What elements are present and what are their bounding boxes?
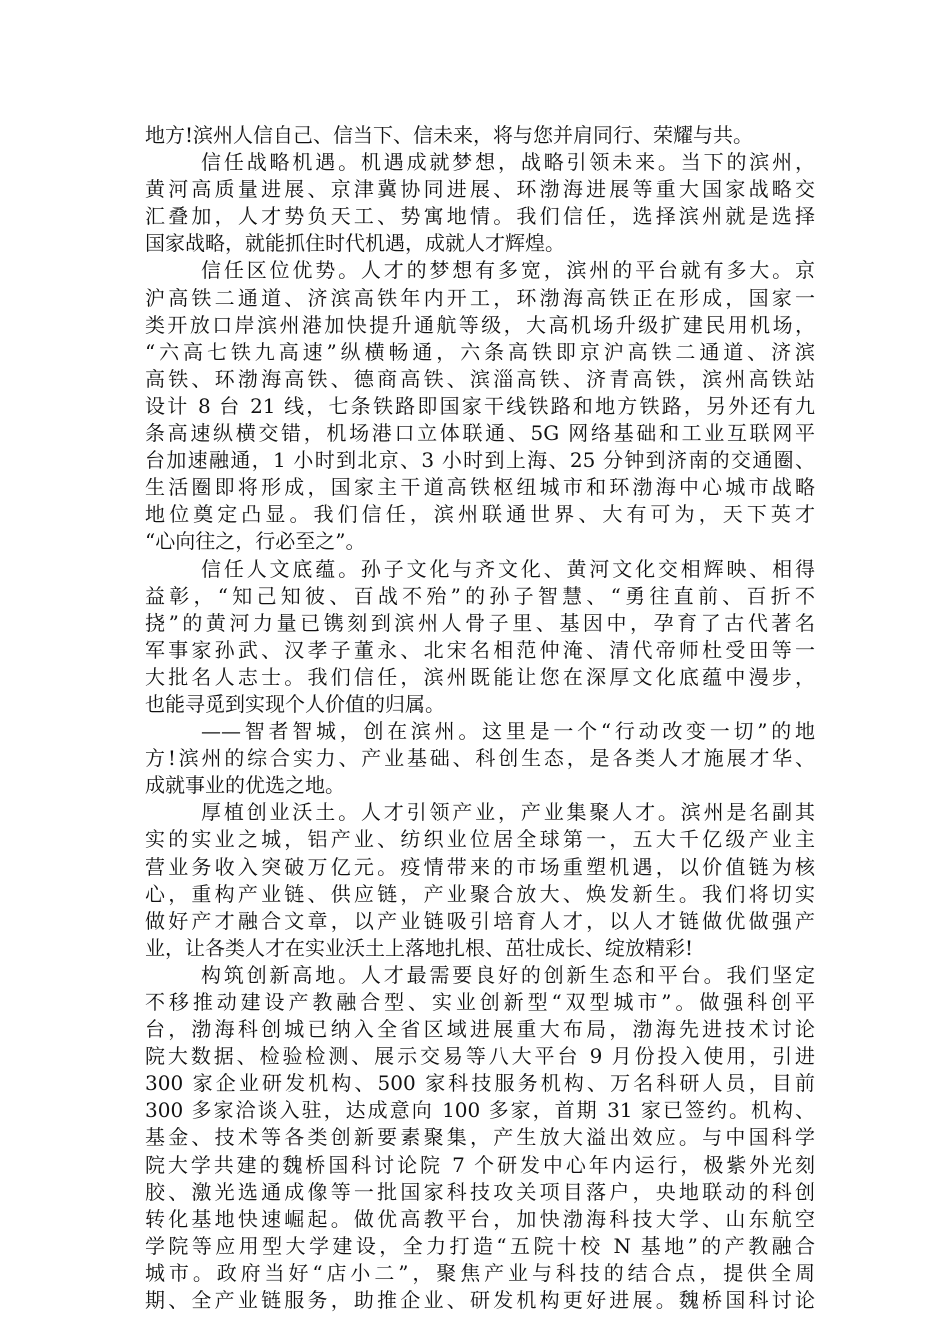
text-line: 生活圈即将形成，国家主干道高铁枢纽城市和环渤海中心城市战略: [145, 475, 815, 500]
text-line: “心向往之，行必至之”。: [145, 529, 366, 554]
text-line: 类开放口岸滨州港加快提升通航等级，大高机场升级扩建民用机场，: [145, 312, 815, 337]
paragraph-first-line: 信任战略机遇。机遇成就梦想，战略引领未来。当下的滨州，: [201, 150, 815, 175]
text-line: 地方!滨州人信自己、信当下、信未来，将与您并肩同行、荣耀与共。: [145, 123, 754, 147]
text-line: 地位奠定凸显。我们信任，滨州联通世界、大有可为，天下英才: [145, 502, 815, 527]
paragraph-first-line: ——智者智城，创在滨州。这里是一个“行动改变一切”的地: [201, 719, 815, 744]
text-line: 方!滨州的综合实力、产业基础、科创生态，是各类人才施展才华、: [145, 746, 815, 771]
text-line: 院大数据、检验检测、展示交易等八大平台 9 月份投入使用，引进: [145, 1044, 815, 1069]
text-line: 营业务收入突破万亿元。疫情带来的市场重塑机遇，以价值链为核: [145, 854, 815, 879]
text-line: 300 家企业研发机构、500 家科技服务机构、万名科研人员，目前: [145, 1071, 815, 1096]
text-line: 沪高铁二通道、济滨高铁年内开工，环渤海高铁正在形成，国家一: [145, 285, 815, 310]
text-line: 台加速融通，1 小时到北京、3 小时到上海、25 分钟到济南的交通圈、: [145, 448, 815, 473]
text-line: 业，让各类人才在实业沃土上落地扎根、茁壮成长、绽放精彩!: [145, 935, 694, 960]
text-line: 学院等应用型大学建设，全力打造“五院十校 N 基地”的产教融合: [145, 1233, 815, 1258]
text-line: 基金、技术等各类创新要素聚集，产生放大溢出效应。与中国科学: [145, 1125, 815, 1150]
document-body: [145, 122, 815, 1314]
paragraph-first-line: 信任区位优势。人才的梦想有多宽，滨州的平台就有多大。京: [201, 258, 815, 283]
text-line: 实的实业之城，铝产业、纺织业位居全球第一，五大千亿级产业主: [145, 827, 815, 852]
text-line: 汇叠加，人才势负天工、势寓地情。我们信任，选择滨州就是选择: [145, 204, 815, 229]
text-line: 期、全产业链服务，助推企业、研发机构更好进展。魏桥国科讨论: [145, 1288, 815, 1313]
text-line: “六高七铁九高速”纵横畅通，六条高铁即京沪高铁二通道、济滨: [145, 339, 815, 364]
text-line: 成就事业的优选之地。: [145, 773, 345, 798]
text-line: 黄河高质量进展、京津冀协同进展、环渤海进展等重大国家战略交: [145, 177, 815, 202]
text-line: 高铁、环渤海高铁、德商高铁、滨淄高铁、济青高铁，滨州高铁站: [145, 366, 815, 391]
text-line: 胶、激光选通成像等一批国家科技攻关项目落户，央地联动的科创: [145, 1179, 815, 1204]
text-line: 300 多家洽谈入驻，达成意向 100 多家，首期 31 家已签约。机构、: [145, 1098, 815, 1123]
text-line: 条高速纵横交错，机场港口立体联通、5G 网络基础和工业互联网平: [145, 421, 815, 446]
text-line: 国家战略，就能抓住时代机遇，成就人才辉煌。: [145, 231, 565, 256]
text-line: 益彰，“知己知彼、百战不殆”的孙子智慧、“勇往直前、百折不: [145, 583, 815, 608]
text-line: 不移推动建设产教融合型、实业创新型“双型城市”。做强科创平: [145, 990, 815, 1014]
paragraph-first-line: 厚植创业沃土。人才引领产业，产业集聚人才。滨州是名副其: [201, 800, 815, 825]
paragraph-first-line: 构筑创新高地。人才最需要良好的创新生态和平台。我们坚定: [201, 962, 815, 987]
text-line: 挠”的黄河力量已镌刻到滨州人骨子里、基因中，孕育了古代著名: [145, 610, 815, 635]
text-line: 台，渤海科创城已纳入全省区域进展重大布局，渤海先进技术讨论: [145, 1017, 815, 1042]
text-line: 军事家孙武、汉孝子董永、北宋名相范仲淹、清代帝师杜受田等一: [145, 637, 815, 662]
text-line: 大批名人志士。我们信任，滨州既能让您在深厚文化底蕴中漫步，: [145, 664, 815, 689]
text-line: 也能寻觅到实现个人价值的归属。: [145, 691, 445, 716]
text-line: 做好产才融合文章，以产业链吸引培育人才，以人才链做优做强产: [145, 908, 815, 933]
text-line: 心，重构产业链、供应链，产业聚合放大、焕发新生。我们将切实: [145, 881, 815, 906]
text-line: 设计 8 台 21 线，七条铁路即国家干线铁路和地方铁路，另外还有九: [145, 393, 815, 418]
text-line: 转化基地快速崛起。做优高教平台，加快渤海科技大学、山东航空: [145, 1206, 815, 1231]
text-line: 城市。政府当好“店小二”，聚焦产业与科技的结合点，提供全周: [145, 1260, 815, 1285]
text-line: 院大学共建的魏桥国科讨论院 7 个研发中心年内运行，极紫外光刻: [145, 1152, 815, 1177]
paragraph-first-line: 信任人文底蕴。孙子文化与齐文化、黄河文化交相辉映、相得: [201, 556, 815, 581]
